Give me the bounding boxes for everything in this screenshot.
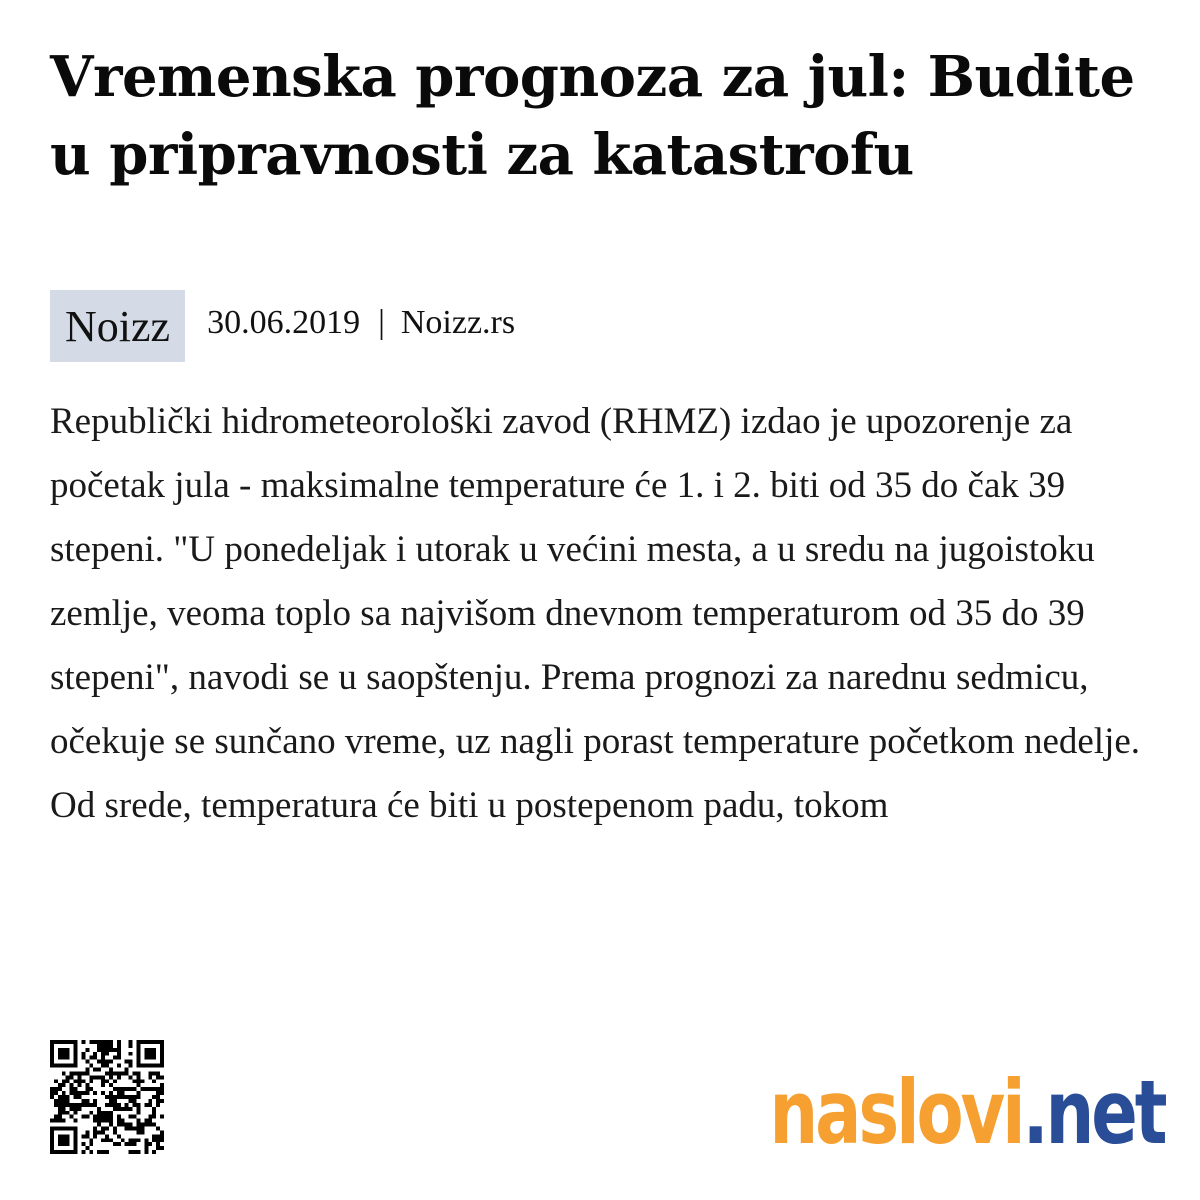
source-site[interactable]: Noizz.rs [400,304,516,341]
logo-part-naslovi: naslovi [769,1061,1023,1164]
meta-info [207,304,515,342]
meta-separator: | [378,304,385,341]
source-badge[interactable]: Noizz [50,290,185,362]
publish-date: 30.06.2019 [207,304,361,341]
logo-part-net: .net [1022,1061,1164,1164]
naslovi-net-logo[interactable] [769,1058,1164,1168]
article-meta [50,290,515,362]
article-headline: Vremenska prognoza za jul: Budite u pripravnosti za katastrofu [50,44,1135,188]
article-body: Republički hidrometeorološki zavod (RHMZ) izdao je upozorenje za početak jula - maksimalne temperature će 1. i 2. biti od 35 do čak 39 stepeni. "U ponedeljak i utorak u većini mesta, a u sredu na jugoistoku zemlje, veoma toplo sa najvišom dnevnom temperaturom od 35 do 39 stepeni", navodi se u saopštenju. Prema prognozi za narednu sedmicu, očekuje se sunčano vreme, uz nagli porast temperature početkom nedelje. Od srede, temperatura će biti u postepenom padu, tokom [50,390,1160,1030]
qr-code-icon[interactable] [50,1040,164,1154]
